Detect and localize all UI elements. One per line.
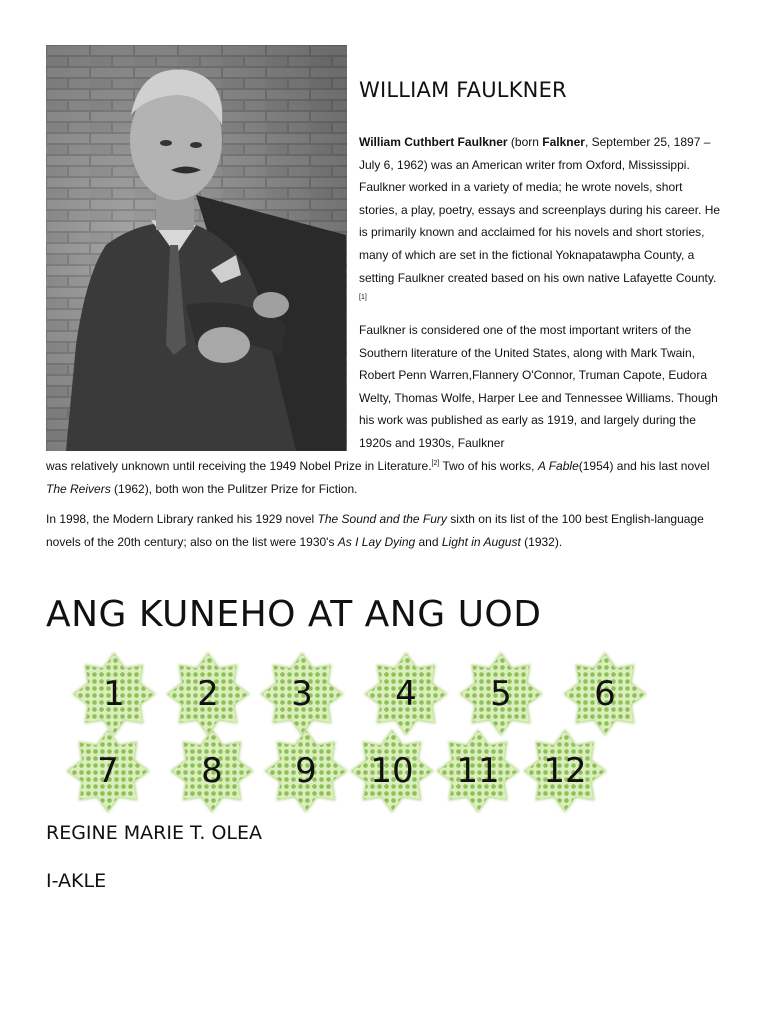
star-button-3[interactable] [258, 650, 346, 738]
star-button-1[interactable] [70, 650, 158, 738]
star-button-11[interactable] [434, 727, 522, 815]
star-number: 6 [594, 674, 616, 714]
text-span: , September 25, 1897 – July 6, 1962) was an American writer from Oxford, Mississippi. Faulkner worked in a variety of media; he wrote novels, short stories, a play, poetry, essays and screenplays during his career. He is primarily known and acclaimed for his novels and short stories, many of which are set in the fictional Yoknapatawpha County, a setting Faulkner created based on his own native Lafayette County. [359, 135, 721, 285]
star-button-10[interactable] [348, 727, 436, 815]
star-number: 9 [295, 751, 317, 791]
text-span: (1962), both won the Pulitzer Prize for Fiction. [110, 481, 358, 496]
text-span: was relatively unknown until receiving the 1949 Nobel Prize in Literature. [46, 459, 432, 473]
star-button-2[interactable] [164, 650, 252, 738]
text-span: In 1998, the Modern Library ranked his 1929 novel [46, 512, 318, 526]
text-span: (1954) and his last novel [578, 459, 710, 473]
star-button-7[interactable] [64, 727, 152, 815]
star-number: 10 [370, 751, 414, 791]
star-number: 3 [291, 674, 313, 714]
footnote-ref-1[interactable]: [1] [359, 294, 367, 302]
star-button-8[interactable] [168, 727, 256, 815]
text-span: sixth on its list of the 100 best English-language novels of the 20th century; also on the list were 1930's [46, 512, 704, 549]
paragraph-biography [359, 131, 724, 312]
star-button-6[interactable] [561, 650, 649, 738]
text-span: (1932). [520, 534, 563, 549]
star-number: 11 [456, 751, 500, 791]
text-span: (born [507, 135, 543, 149]
work-title: The Sound and the Fury [317, 512, 447, 526]
author-name: REGINE MARIE T. OLEA [46, 822, 263, 844]
paragraph-legacy-part1: Faulkner is considered one of the most important writers of the Southern literature of the United States, along with Mark Twain, Robert Penn Warren,Flannery O'Connor, Truman Capote, Eudora Welty, Thomas Wolfe, Harper Lee and Tennessee Williams. Though his work was published as early as 1919, and largely during the 1920s and 1930s, Faulkner [359, 323, 718, 450]
section-name: I-AKLE [46, 870, 107, 892]
text-span: and [415, 534, 442, 549]
full-name: William Cuthbert Faulkner [359, 135, 508, 149]
paragraph-modern-library [46, 508, 736, 553]
birth-name: Falkner [542, 135, 585, 149]
star-button-12[interactable] [521, 727, 609, 815]
star-button-4[interactable] [362, 650, 450, 738]
work-title: The Reivers [46, 481, 111, 496]
star-number: 2 [197, 674, 219, 714]
work-title: A Fable [537, 459, 579, 473]
star-button-5[interactable] [457, 650, 545, 738]
work-title: Light in August [441, 534, 521, 549]
text-span: Two of his works, [439, 459, 538, 473]
star-number: 4 [395, 674, 417, 714]
article-title: WILLIAM FAULKNER [359, 78, 567, 102]
work-title: As I Lay Dying [337, 534, 416, 549]
paragraph-legacy-part2 [46, 455, 726, 500]
author-portrait-photo [46, 45, 347, 451]
star-number: 8 [201, 751, 223, 791]
story-title: ANG KUNEHO AT ANG UOD [46, 594, 542, 635]
star-number: 7 [97, 751, 119, 791]
star-number: 5 [490, 674, 512, 714]
star-button-9[interactable] [262, 727, 350, 815]
star-number: 12 [543, 751, 587, 791]
star-number: 1 [103, 674, 125, 714]
footnote-ref-2[interactable]: [2] [431, 460, 440, 467]
